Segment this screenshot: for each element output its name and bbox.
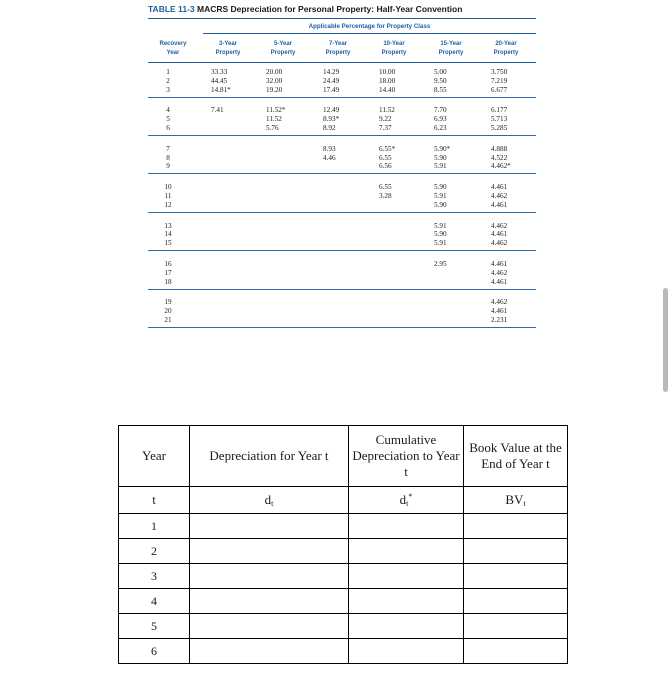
column-header-5-year — [258, 40, 308, 58]
rate-cell-3-year: 33.33 — [211, 68, 228, 76]
worksheet-header-row — [119, 426, 568, 487]
header-year: Year — [119, 426, 190, 487]
symbol-bvt — [464, 487, 568, 514]
rate-cell-10-year: 11.52 — [379, 106, 395, 115]
recovery-year-cell: 2 — [166, 76, 170, 85]
rate-cell-3-year: 7.41 — [211, 106, 224, 115]
rate-cell-10-year: 6.55 — [379, 153, 392, 162]
rate-cell-20-year: 5.285 — [491, 124, 508, 132]
cumulative-cell[interactable] — [349, 539, 464, 564]
rate-cell-10-year: 6.55* — [379, 144, 396, 153]
recovery-year-cell: 4 — [166, 106, 170, 115]
table-top-rule — [148, 18, 536, 19]
worksheet-symbol-row — [119, 487, 568, 514]
rate-cell-15-year: 5.91 — [434, 162, 447, 171]
recovery-year-cell: 14 — [164, 230, 172, 239]
table-title-text: MACRS Depreciation for Personal Property: Half-Year Convention — [196, 4, 463, 14]
rate-cell-5-year: 11.52 — [266, 115, 282, 124]
rate-cell-20-year: 4.462 — [491, 221, 508, 230]
rate-cell-10-year: 14.40 — [379, 85, 396, 94]
header-cumulative: Cumulative Depreciation to Year t — [349, 426, 464, 487]
book-value-cell[interactable] — [464, 614, 568, 639]
rate-cell-15-year: 8.55 — [434, 85, 447, 94]
column-header-line2: Property — [270, 50, 296, 56]
group-rule — [148, 173, 536, 174]
year-cell: 6 — [119, 639, 190, 664]
rate-cell-20-year: 4.462 — [491, 268, 508, 277]
rate-cell-20-year: 6.177 — [491, 106, 508, 115]
rate-cell-15-year: 6.23 — [434, 124, 447, 132]
recovery-year-cell: 20 — [164, 307, 172, 316]
recovery-year-cell: 10 — [164, 183, 172, 192]
symbol-dt-star-sup: * — [408, 492, 413, 501]
column-header-20-year — [481, 40, 531, 58]
rate-cell-7-year: 8.93 — [323, 144, 336, 153]
recovery-year-cell: 12 — [164, 200, 172, 209]
column-header-line2: Property — [381, 50, 407, 56]
recovery-year-cell: 6 — [166, 124, 170, 132]
rate-cell-20-year: 4.461 — [491, 200, 508, 209]
book-value-cell[interactable] — [464, 589, 568, 614]
group-rule — [148, 212, 536, 213]
rate-cell-10-year: 18.00 — [379, 76, 396, 85]
depreciation-worksheet — [118, 425, 568, 664]
rate-cell-7-year: 14.29 — [323, 68, 340, 76]
rate-cell-7-year: 12.49 — [323, 106, 340, 115]
symbol-dt-star-base: d — [399, 492, 407, 507]
rate-cell-15-year: 5.90 — [434, 200, 447, 209]
column-header-3-year — [203, 40, 253, 58]
rate-cell-5-year: 19.20 — [266, 85, 283, 94]
recovery-year-cell: 9 — [166, 162, 170, 171]
column-header-line2: Property — [325, 50, 351, 56]
rate-cell-10-year: 3.28 — [379, 192, 392, 200]
recovery-year-cell: 21 — [164, 316, 172, 324]
column-header-line1: 7-Year — [328, 41, 347, 47]
book-value-cell[interactable] — [464, 564, 568, 589]
column-header-10-year — [369, 40, 419, 58]
symbol-dt-star — [349, 487, 464, 514]
depreciation-cell[interactable] — [190, 539, 349, 564]
column-header-line1: 3-Year — [218, 41, 237, 47]
depreciation-cell[interactable] — [190, 589, 349, 614]
rate-cell-20-year: 7.219 — [491, 76, 508, 85]
rate-cell-15-year: 9.50 — [434, 76, 447, 85]
rate-cell-20-year: 4.461 — [491, 260, 508, 268]
rate-cell-15-year: 7.70 — [434, 106, 447, 115]
rate-cell-15-year: 5.91 — [434, 221, 447, 230]
worksheet-row — [119, 564, 568, 589]
column-header-7-year — [313, 40, 363, 58]
worksheet-row — [119, 539, 568, 564]
rate-cell-5-year: 5.76 — [266, 124, 279, 132]
group-rule — [148, 289, 536, 290]
column-header-line1: Recovery — [159, 41, 187, 47]
worksheet-row — [119, 639, 568, 664]
recovery-year-cell: 1 — [166, 68, 170, 76]
group-rule — [148, 327, 536, 328]
rate-cell-20-year: 4.461 — [491, 307, 508, 316]
symbol-bvt-base: BV — [505, 492, 524, 507]
cumulative-cell[interactable] — [349, 639, 464, 664]
recovery-year-cell: 11 — [164, 192, 172, 200]
rate-cell-7-year: 8.93* — [323, 115, 340, 124]
rate-cell-20-year: 6.677 — [491, 85, 508, 94]
rate-cell-15-year: 5.91 — [434, 192, 447, 200]
cumulative-cell[interactable] — [349, 614, 464, 639]
rate-cell-20-year: 3.750 — [491, 68, 508, 76]
book-value-cell[interactable] — [464, 539, 568, 564]
rate-cell-20-year: 4.461 — [491, 277, 508, 286]
rate-cell-3-year: 44.45 — [211, 76, 228, 85]
rate-cell-15-year: 2.95 — [434, 260, 447, 268]
year-cell: 1 — [119, 514, 190, 539]
worksheet-row — [119, 514, 568, 539]
rate-cell-7-year: 4.46 — [323, 153, 336, 162]
depreciation-cell[interactable] — [190, 639, 349, 664]
recovery-year-cell: 5 — [166, 115, 170, 124]
year-cell: 2 — [119, 539, 190, 564]
rate-cell-5-year: 32.00 — [266, 76, 283, 85]
span-header: Applicable Percentage for Property Class — [308, 23, 431, 30]
worksheet-row — [119, 614, 568, 639]
depreciation-cell[interactable] — [190, 564, 349, 589]
header-depreciation: Depreciation for Year t — [190, 426, 349, 487]
rate-cell-10-year: 7.37 — [379, 124, 392, 132]
rate-cell-10-year: 10.00 — [379, 68, 396, 76]
year-cell: 4 — [119, 589, 190, 614]
rate-cell-20-year: 4.522 — [491, 153, 508, 162]
year-cell: 5 — [119, 614, 190, 639]
rate-cell-15-year: 6.93 — [434, 115, 447, 124]
span-header-rule — [203, 33, 536, 34]
symbol-dt-base: d — [264, 492, 272, 507]
column-header-line1: 15-Year — [440, 41, 462, 47]
rate-cell-3-year: 14.81* — [211, 85, 231, 94]
rate-cell-20-year: 2.231 — [491, 316, 508, 324]
depreciation-cell[interactable] — [190, 514, 349, 539]
rate-cell-5-year: 11.52* — [266, 106, 286, 115]
symbol-t-base: t — [152, 492, 156, 507]
column-header-line2: Year — [166, 50, 180, 56]
cumulative-cell[interactable] — [349, 564, 464, 589]
rate-cell-15-year: 5.90 — [434, 230, 447, 239]
symbol-dt — [190, 487, 349, 514]
cumulative-cell[interactable] — [349, 514, 464, 539]
column-header-line2: Property — [438, 50, 464, 56]
rate-cell-20-year: 4.462 — [491, 298, 508, 307]
column-header-15-year — [426, 40, 476, 58]
cumulative-cell[interactable] — [349, 589, 464, 614]
group-rule — [148, 250, 536, 251]
scrollbar-thumb[interactable] — [663, 288, 668, 392]
rate-cell-15-year: 5.00 — [434, 68, 447, 76]
recovery-year-cell: 7 — [166, 144, 170, 153]
rate-cell-15-year: 5.90* — [434, 144, 451, 153]
group-rule — [148, 135, 536, 136]
rate-cell-15-year: 5.90 — [434, 183, 447, 192]
rate-cell-20-year: 4.462 — [491, 192, 508, 200]
rate-cell-10-year: 9.22 — [379, 115, 392, 124]
column-header-line1: 10-Year — [383, 41, 405, 47]
rate-cell-20-year: 4.462* — [491, 162, 511, 171]
rate-cell-20-year: 4.462 — [491, 239, 508, 248]
group-rule — [148, 97, 536, 98]
rate-cell-10-year: 6.55 — [379, 183, 392, 192]
depreciation-cell[interactable] — [190, 614, 349, 639]
rate-cell-7-year: 8.92 — [323, 124, 336, 132]
recovery-year-cell: 18 — [164, 277, 172, 286]
column-header-line1: 5-Year — [273, 41, 292, 47]
worksheet-row — [119, 589, 568, 614]
recovery-year-cell: 15 — [164, 239, 172, 248]
column-header-recovery-year — [148, 40, 198, 58]
rate-cell-7-year: 17.49 — [323, 85, 340, 94]
rate-cell-20-year: 4.461 — [491, 230, 508, 239]
header-book-value: Book Value at the End of Year t — [464, 426, 568, 487]
column-header-line1: 20-Year — [495, 41, 517, 47]
rate-cell-15-year: 5.90 — [434, 153, 447, 162]
column-header-line2: Property — [215, 50, 241, 56]
table-number: TABLE 11-3 — [148, 4, 195, 14]
column-header-line2: Property — [493, 50, 519, 56]
recovery-year-cell: 3 — [166, 85, 170, 94]
worksheet-body — [119, 514, 568, 664]
recovery-year-cell: 8 — [166, 153, 170, 162]
symbol-bvt-sub: t — [523, 499, 526, 508]
rate-cell-20-year: 4.888 — [491, 144, 508, 153]
rate-cell-7-year: 24.49 — [323, 76, 340, 85]
rate-cell-15-year: 5.91 — [434, 239, 447, 248]
symbol-dt-sub: t — [271, 499, 274, 508]
recovery-year-cell: 13 — [164, 221, 172, 230]
year-cell: 3 — [119, 564, 190, 589]
symbol-dt-star-sub: t — [406, 499, 409, 508]
book-value-cell[interactable] — [464, 639, 568, 664]
header-rule — [148, 62, 536, 63]
book-value-cell[interactable] — [464, 514, 568, 539]
recovery-year-cell: 17 — [164, 268, 172, 277]
rate-cell-10-year: 6.56 — [379, 162, 392, 171]
rate-cell-20-year: 5.713 — [491, 115, 508, 124]
recovery-year-cell: 16 — [164, 260, 172, 268]
recovery-year-cell: 19 — [164, 298, 172, 307]
rate-cell-20-year: 4.461 — [491, 183, 508, 192]
symbol-t — [119, 487, 190, 514]
table-title — [148, 4, 462, 14]
rate-cell-5-year: 20.00 — [266, 68, 283, 76]
